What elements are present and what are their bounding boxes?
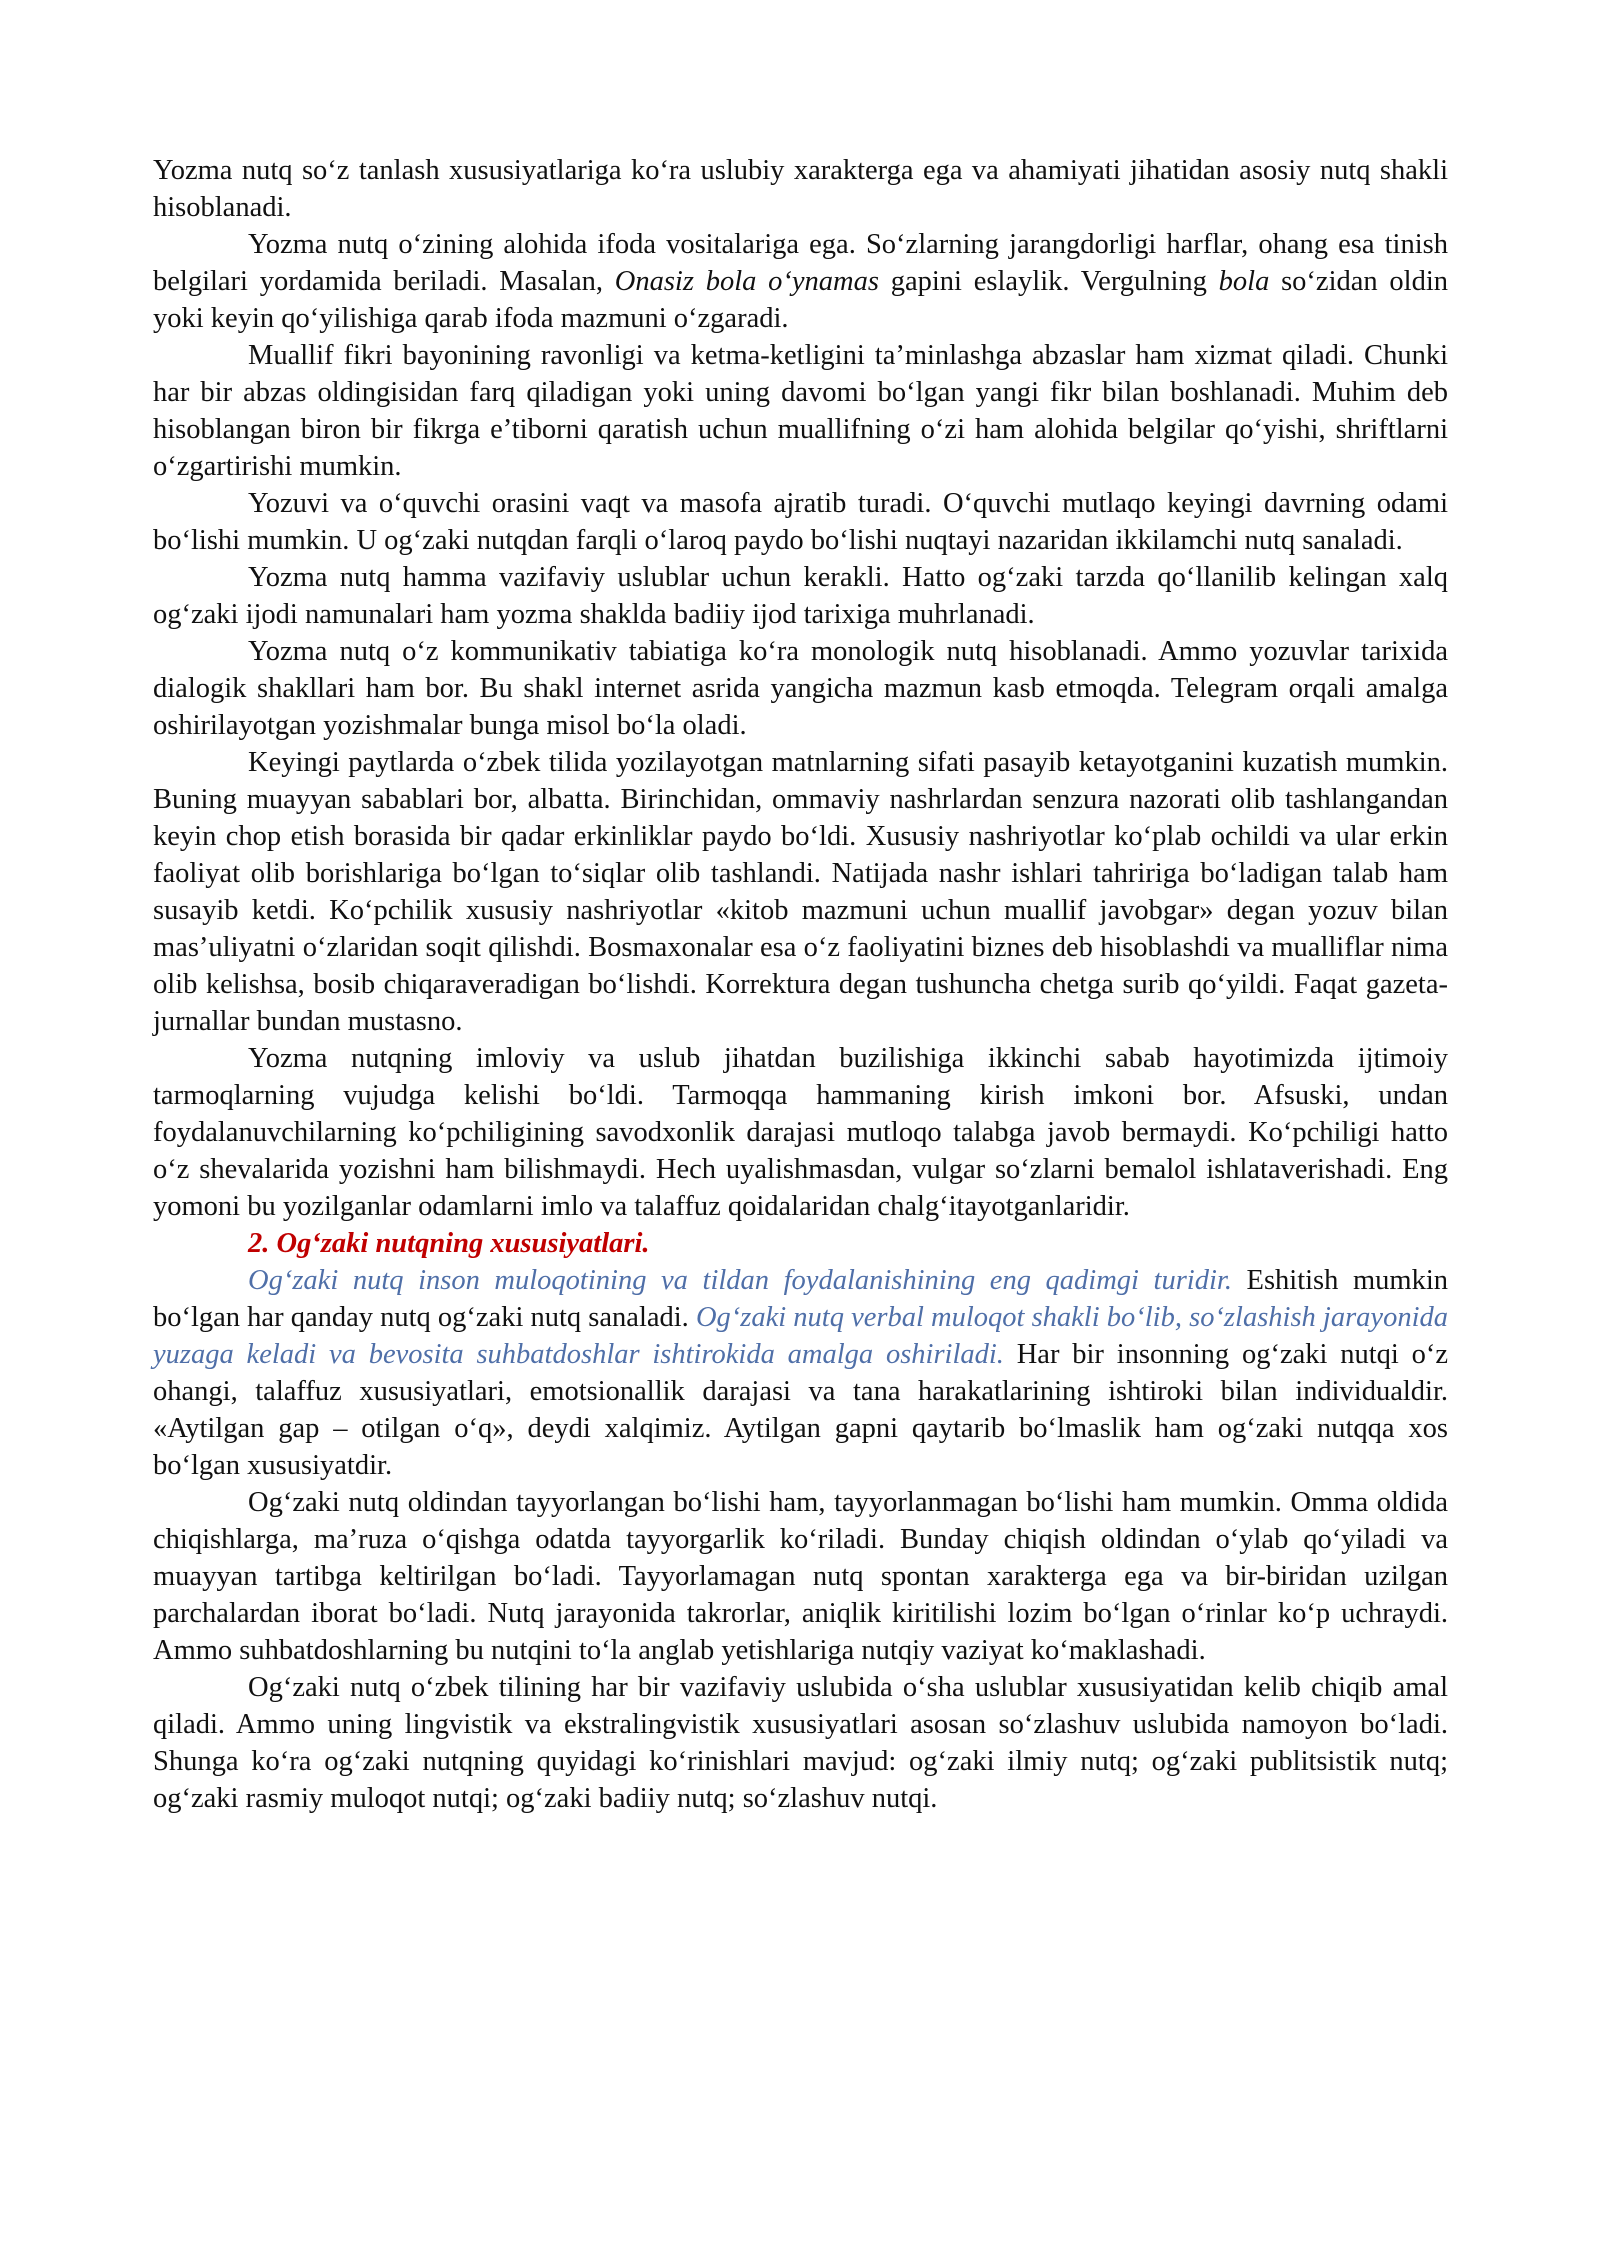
paragraph-1: Yozma nutq so‘z tanlash xususiyatlariga ko‘ra uslubiy xarakterga ega va ahamiyati jihatidan asosiy nutq shakli hisoblanadi. (153, 155, 1448, 223)
paragraph-7: Keyingi paytlarda o‘zbek tilida yozilayotgan matnlarning sifati pasayib ketayotganini kuzatish mumkin. Buning muayyan sabablari bor, albatta. Birinchidan, ommaviy nashrlardan senzura nazorati olib tashlangandan keyin chop etish borasida bir qadar erkinliklar paydo bo‘ldi. Xususiy nashriyotlar ko‘plab ochildi va ular erkin faoliyat olib borishlariga bo‘lgan to‘siqlar olib tashlandi. Natijada nashr ishlari tahririga bo‘ladigan talab ham susayib ketdi. Ko‘pchilik xususiy nashriyotlar «kitob mazmuni uchun muallif javobgar» degan yozuv bilan mas’uliyatni o‘zlaridan soqit qilishdi. Bosmaxonalar esa o‘z faoliyatini biznes deb hisoblashdi va mualliflar nima olib kelishsa, bosib chiqaraveradigan bo‘lishdi. Korrektura degan tushuncha chetga surib qo‘yildi. Faqat gazeta-jurnallar bundan mustasno. (153, 747, 1448, 1037)
paragraph-3: Muallif fikri bayonining ravonligi va ketma-ketligini ta’minlashga abzaslar ham xizmat qiladi. Chunki har bir abzas oldingisidan farq qiladigan yoki uning davomi bo‘lgan yangi fikr bilan boshlanadi. Muhim deb hisoblangan biron bir fikrga e’tiborni qaratish uchun muallifning o‘zi ham alohida belgilar qo‘yishi, shriftlarni o‘zgartirishi mumkin. (153, 340, 1448, 482)
paragraph-2-text-e: so‘zidan oldin yoki keyin qo‘yilishiga qarab ifoda mazmuni o‘zgaradi. (153, 266, 1448, 334)
paragraph-4: Yozuvi va o‘quvchi orasini vaqt va masofa ajratib turadi. O‘quvchi mutlaqo keyingi davrning odami bo‘lishi mumkin. U og‘zaki nutqdan farqli o‘laroq paydo bo‘lishi nuqtayi nazaridan ikkilamchi nutq sanaladi. (153, 488, 1448, 556)
paragraph-9-text-d: Har bir insonning og‘zaki nutqi o‘z ohangi, talaffuz xususiyatlari, emotsionallik darajasi va tana harakatlarining ishtiroki bilan individualdir. «Aytilgan gap – otilgan o‘q», deydi xalqimiz. Aytilgan gapni qaytarib bo‘lmaslik ham og‘zaki nutqqa xos bo‘lgan xususiyatdir. (153, 1339, 1448, 1481)
paragraph-2 (153, 226, 1448, 337)
highlight-definition-2: Og‘zaki nutq verbal muloqot shakli bo‘lib, so‘zlashish jarayonida yuzaga keladi va bevosita suhbatdoshlar ishtirokida amalga oshiriladi. (153, 1302, 1448, 1370)
paragraph-8: Yozma nutqning imloviy va uslub jihatdan buzilishiga ikkinchi sabab hayotimizda ijtimoiy tarmoqlarning vujudga kelishi bo‘ldi. Tarmoqqa hammaning kirish imkoni bor. Afsuski, undan foydalanuvchilarning ko‘pchiligining savodxonlik darajasi mutloqo talabga javob bermaydi. Ko‘pchiligi hatto o‘z shevalarida yozishni ham bilishmaydi. Hech uyalishmasdan, vulgar so‘zlarni bemalol ishlataverishadi. Eng yomoni bu yozilganlar odamlarni imlo va talaffuz qoidalaridan chalg‘itayotganlaridir. (153, 1043, 1448, 1222)
section-heading: 2. Og‘zaki nutqning xususiyatlari. (248, 1228, 650, 1259)
paragraph-11: Og‘zaki nutq o‘zbek tilining har bir vazifaviy uslubida o‘sha uslublar xususiyatidan kelib chiqib amal qiladi. Ammo uning lingvistik va ekstralingvistik xususiyatlari asosan so‘zlashuv uslubida namoyon bo‘ladi. Shunga ko‘ra og‘zaki nutqning quyidagi ko‘rinishlari mavjud: og‘zaki ilmiy nutq; og‘zaki publitsistik nutq; og‘zaki rasmiy muloqot nutqi; og‘zaki badiiy nutq; so‘zlashuv nutqi. (153, 1672, 1448, 1814)
highlight-definition-1: Og‘zaki nutq inson muloqotining va tildan foydalanishining eng qadimgi turidir. (248, 1265, 1232, 1296)
paragraph-9-text-b: Eshitish mumkin bo‘lgan har qanday nutq og‘zaki nutq sanaladi. (153, 1265, 1448, 1333)
example-sentence: Onasiz bola o‘ynamas (614, 266, 879, 297)
paragraph-5: Yozma nutq hamma vazifaviy uslublar uchun kerakli. Hatto og‘zaki tarzda qo‘llanilib kelingan xalq og‘zaki ijodi namunalari ham yozma shaklda badiiy ijod tarixiga muhrlanadi. (153, 562, 1448, 630)
paragraph-6: Yozma nutq o‘z kommunikativ tabiatiga ko‘ra monologik nutq hisoblanadi. Ammo yozuvlar tarixida dialogik shakllari ham bor. Bu shakl internet asrida yangicha mazmun kasb etmoqda. Telegram orqali amalga oshirilayotgan yozishmalar bunga misol bo‘la oladi. (153, 636, 1448, 741)
paragraph-2-text-a: Yozma nutq o‘zining alohida ifoda vositalariga ega. So‘zlarning jarangdorligi harflar, ohang esa tinish belgilari yordamida beriladi. Masalan, (153, 229, 1448, 297)
example-word: bola (1218, 266, 1270, 297)
paragraph-10: Og‘zaki nutq oldindan tayyorlangan bo‘lishi ham, tayyorlanmagan bo‘lishi ham mumkin. Omma oldida chiqishlarga, ma’ruza o‘qishga odatda tayyorgarlik ko‘riladi. Bunday chiqish oldindan o‘ylab qo‘yiladi va muayyan tartibga keltirilgan bo‘ladi. Tayyorlamagan nutq spontan xarakterga ega va bir-biridan uzilgan parchalardan iborat bo‘ladi. Nutq jarayonida takrorlar, aniqlik kiritilishi lozim bo‘lgan o‘rinlar ko‘p uchraydi. Ammo suhbatdoshlarning bu nutqini to‘la anglab yetishlariga nutqiy vaziyat ko‘maklashadi. (153, 1487, 1448, 1666)
paragraph-9 (153, 1262, 1448, 1484)
paragraph-2-text-c: gapini eslaylik. Vergulning (878, 266, 1219, 297)
